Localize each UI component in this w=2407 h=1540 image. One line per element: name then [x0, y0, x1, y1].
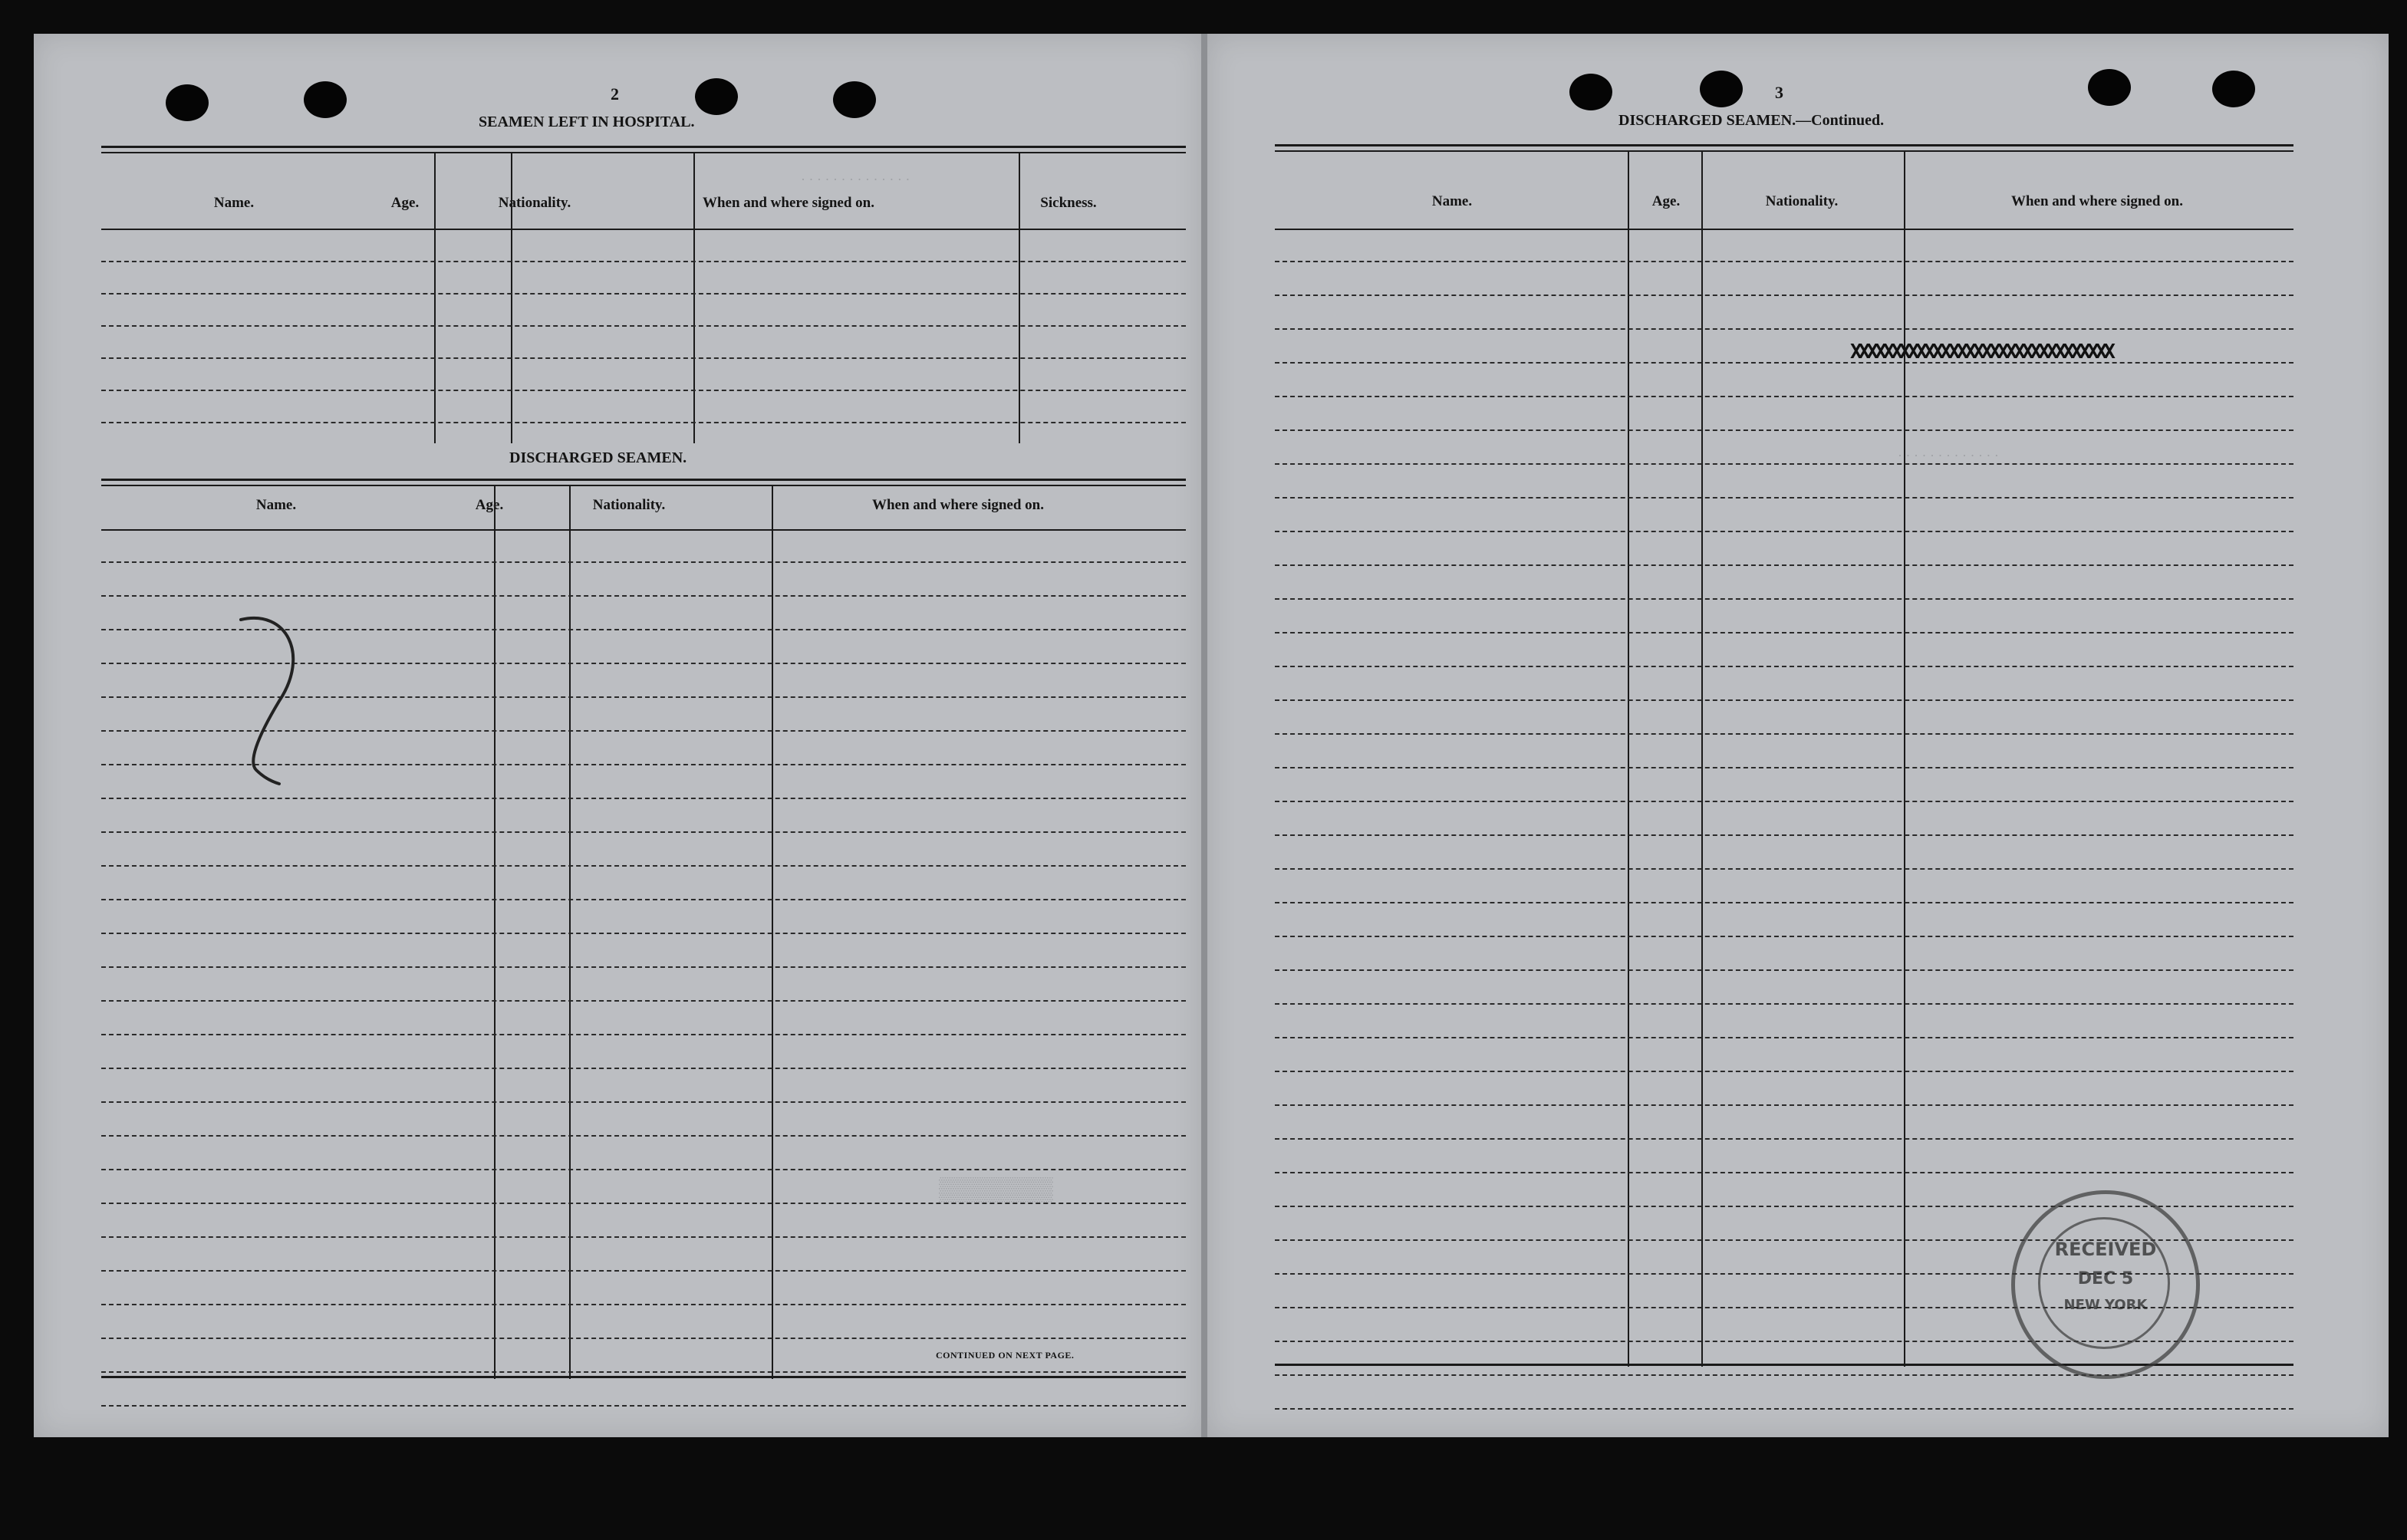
- received-stamp: [2011, 1190, 2200, 1379]
- cancel-marks: XXXXXXXXXXXXXXXXXXXXXXXXXXXXXXXX: [1850, 341, 2112, 364]
- hospital-table: [101, 146, 1186, 443]
- punch-hole: [2212, 71, 2255, 107]
- continued-note: CONTINUED ON NEXT PAGE.: [936, 1350, 1075, 1361]
- punch-hole: [304, 81, 347, 118]
- punch-hole: [166, 84, 209, 121]
- discharged-section-title: DISCHARGED SEAMEN.: [509, 449, 687, 466]
- bleed-through-text: · · · · · · · · · · · · ·: [1898, 448, 1999, 463]
- left-page: [34, 34, 1203, 1437]
- column-header-nationality: Nationality.: [498, 195, 571, 211]
- column-header-name: Name.: [1431, 193, 1473, 209]
- column-header-sickness: Sickness.: [1040, 195, 1097, 211]
- column-header-signed-on: When and where signed on.: [871, 497, 1044, 513]
- column-header-signed-on: When and where signed on.: [702, 195, 874, 211]
- discharged-table-right: [1275, 144, 2293, 1367]
- punch-hole: [1700, 71, 1743, 107]
- right-page: [1207, 34, 2389, 1437]
- handwritten-bracket-mark: [226, 609, 318, 808]
- punch-hole: [695, 78, 738, 115]
- column-header-age: Age.: [475, 497, 504, 513]
- page-number: 2: [611, 84, 619, 104]
- page-number: 3: [1775, 83, 1783, 102]
- column-header-nationality: Nationality.: [1765, 193, 1839, 209]
- stamp-place: NEW YORK: [2063, 1297, 2148, 1313]
- punch-hole: [2088, 69, 2131, 106]
- column-header-name: Name.: [213, 195, 255, 211]
- bleed-through-text: · · · · · · · · · · · · · ·: [801, 172, 910, 187]
- column-header-age: Age.: [1651, 193, 1681, 209]
- hospital-section-title: SEAMEN LEFT IN HOSPITAL.: [479, 114, 695, 130]
- punch-hole: [833, 81, 876, 118]
- discharged-continued-title: DISCHARGED SEAMEN.—Continued.: [1618, 112, 1885, 129]
- page-fold: [1201, 34, 1207, 1437]
- hospital-rows: [101, 230, 1186, 423]
- stamp-word: RECEIVED: [2054, 1239, 2157, 1260]
- punch-hole: [1569, 74, 1612, 110]
- bleed-through-text: ▒▒▒▒▒▒▒: [939, 1176, 1053, 1202]
- stamp-date: DEC 5: [2077, 1269, 2134, 1288]
- column-header-name: Name.: [255, 497, 297, 513]
- column-header-signed-on: When and where signed on.: [2010, 193, 2183, 209]
- column-header-age: Age.: [390, 195, 420, 211]
- column-header-nationality: Nationality.: [592, 497, 666, 513]
